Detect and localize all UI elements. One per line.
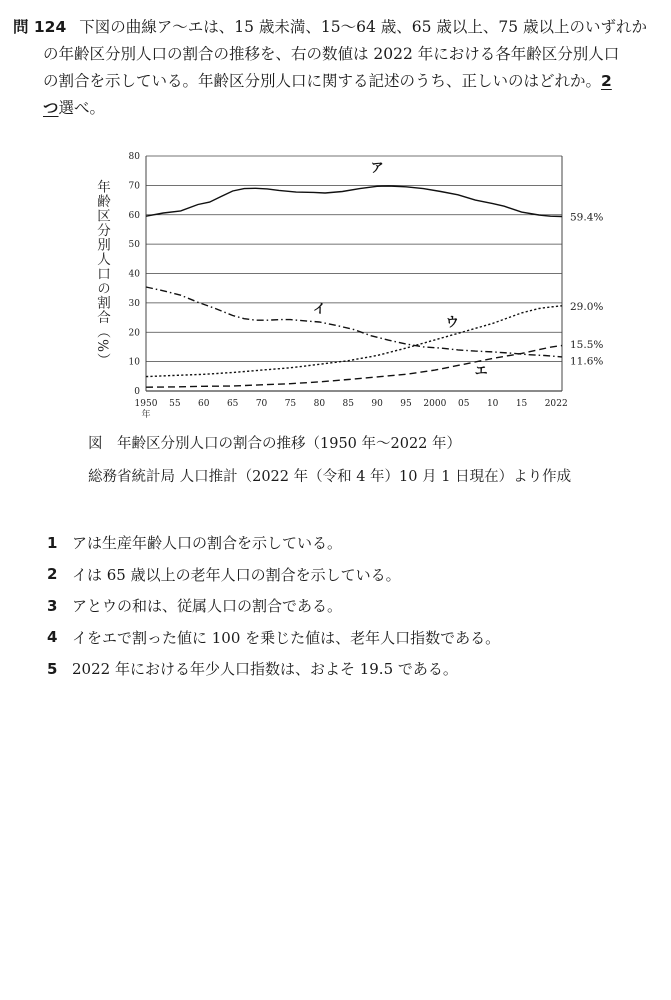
choice-number: 3 <box>47 596 58 615</box>
question-line-3 <box>13 68 658 95</box>
x-tick-label: 70 <box>255 399 268 409</box>
answer-count-digit: 2 <box>601 72 612 90</box>
answer-count-unit: つ <box>43 99 59 117</box>
series-name-label: ウ <box>445 315 459 331</box>
series-name-label: エ <box>474 363 488 379</box>
series-line <box>146 306 562 377</box>
x-unit-label: 年 <box>141 410 151 420</box>
series-end-value-label: 29.0% <box>570 300 604 313</box>
x-tick-label: 22 <box>556 399 568 409</box>
series-name-label: ア <box>370 161 384 177</box>
y-axis-title: 年齢区分別人口の割合（%） <box>94 179 110 368</box>
series-line <box>146 346 562 388</box>
choice-item[interactable] <box>47 559 500 591</box>
series-line <box>146 287 562 357</box>
y-tick-label: 30 <box>128 298 140 309</box>
choice-text: イをエで割った値に 100 を乗じた値は、老年人口指数である。 <box>72 628 501 647</box>
question-text <box>13 14 658 122</box>
x-tick-label: 80 <box>313 399 326 409</box>
x-tick-label: 60 <box>198 399 210 409</box>
series-name-label: イ <box>312 302 326 318</box>
question-line-1 <box>13 14 658 41</box>
choice-list <box>47 527 500 685</box>
choice-item[interactable] <box>47 527 500 559</box>
question-line-4 <box>13 95 658 122</box>
choice-text: アは生産年齢人口の割合を示している。 <box>72 534 343 553</box>
question-line-4-text: 選べ。 <box>58 99 106 117</box>
series-end-value-label: 11.6% <box>570 355 604 368</box>
x-tick-label: 75 <box>284 399 297 409</box>
y-tick-label: 70 <box>128 181 140 192</box>
x-tick-label: 90 <box>371 399 383 409</box>
x-tick-label: 85 <box>342 399 354 409</box>
y-tick-label: 40 <box>128 269 140 280</box>
choice-item[interactable] <box>47 622 500 654</box>
x-tick-label: 55 <box>169 399 181 409</box>
figure-source: 総務省統計局 人口推計（2022 年（令和 4 年）10 月 1 日現在）より作成 <box>88 469 572 485</box>
choice-number: 4 <box>47 628 58 647</box>
series-end-value-label: 59.4% <box>570 211 604 224</box>
y-tick-label: 20 <box>128 328 140 339</box>
choice-text: 2022 年における年少人口指数は、およそ 19.5 である。 <box>72 660 458 679</box>
series-end-value-label: 15.5% <box>570 339 604 351</box>
question-line-1-text: 下図の曲線ア～エは、15 歳未満、15～64 歳、65 歳以上、75 歳以上のいずれか <box>79 18 648 36</box>
choice-number: 5 <box>47 659 58 678</box>
choice-number: 2 <box>47 565 58 584</box>
question-number: 問 124 <box>13 18 67 36</box>
figure-caption: 図 年齢区分別人口の割合の推移（1950 年～2022 年） <box>88 436 462 452</box>
x-tick-label: 10 <box>486 399 499 409</box>
x-tick-label: 20 <box>544 399 557 409</box>
y-tick-label: 10 <box>128 357 140 368</box>
x-tick-label: 65 <box>226 399 239 409</box>
question-line-2: の年齢区分別人口の割合の推移を、右の数値は 2022 年における各年齢区分別人口 <box>43 45 620 63</box>
choice-text: アとウの和は、従属人口の割合である。 <box>72 597 343 616</box>
population-ratio-chart <box>88 148 608 423</box>
y-tick-label: 0 <box>134 387 140 397</box>
y-tick-label: 50 <box>128 240 140 251</box>
y-tick-label: 80 <box>128 152 140 162</box>
x-tick-label: 95 <box>400 399 412 409</box>
choice-item[interactable] <box>47 590 500 622</box>
question-line-3-text: の割合を示している。年齢区分別人口に関する記述のうち、正しいのはどれか。 <box>43 72 602 90</box>
series-line <box>146 186 562 217</box>
x-tick-label: 15 <box>515 399 528 409</box>
choice-text: イは 65 歳以上の老年人口の割合を示している。 <box>72 565 401 584</box>
y-tick-label: 60 <box>128 210 140 221</box>
x-tick-label: 1950 <box>134 399 158 409</box>
choice-item[interactable] <box>47 653 500 685</box>
x-tick-label: 05 <box>458 399 470 409</box>
x-tick-label: 2000 <box>423 399 447 409</box>
choice-number: 1 <box>47 533 58 552</box>
